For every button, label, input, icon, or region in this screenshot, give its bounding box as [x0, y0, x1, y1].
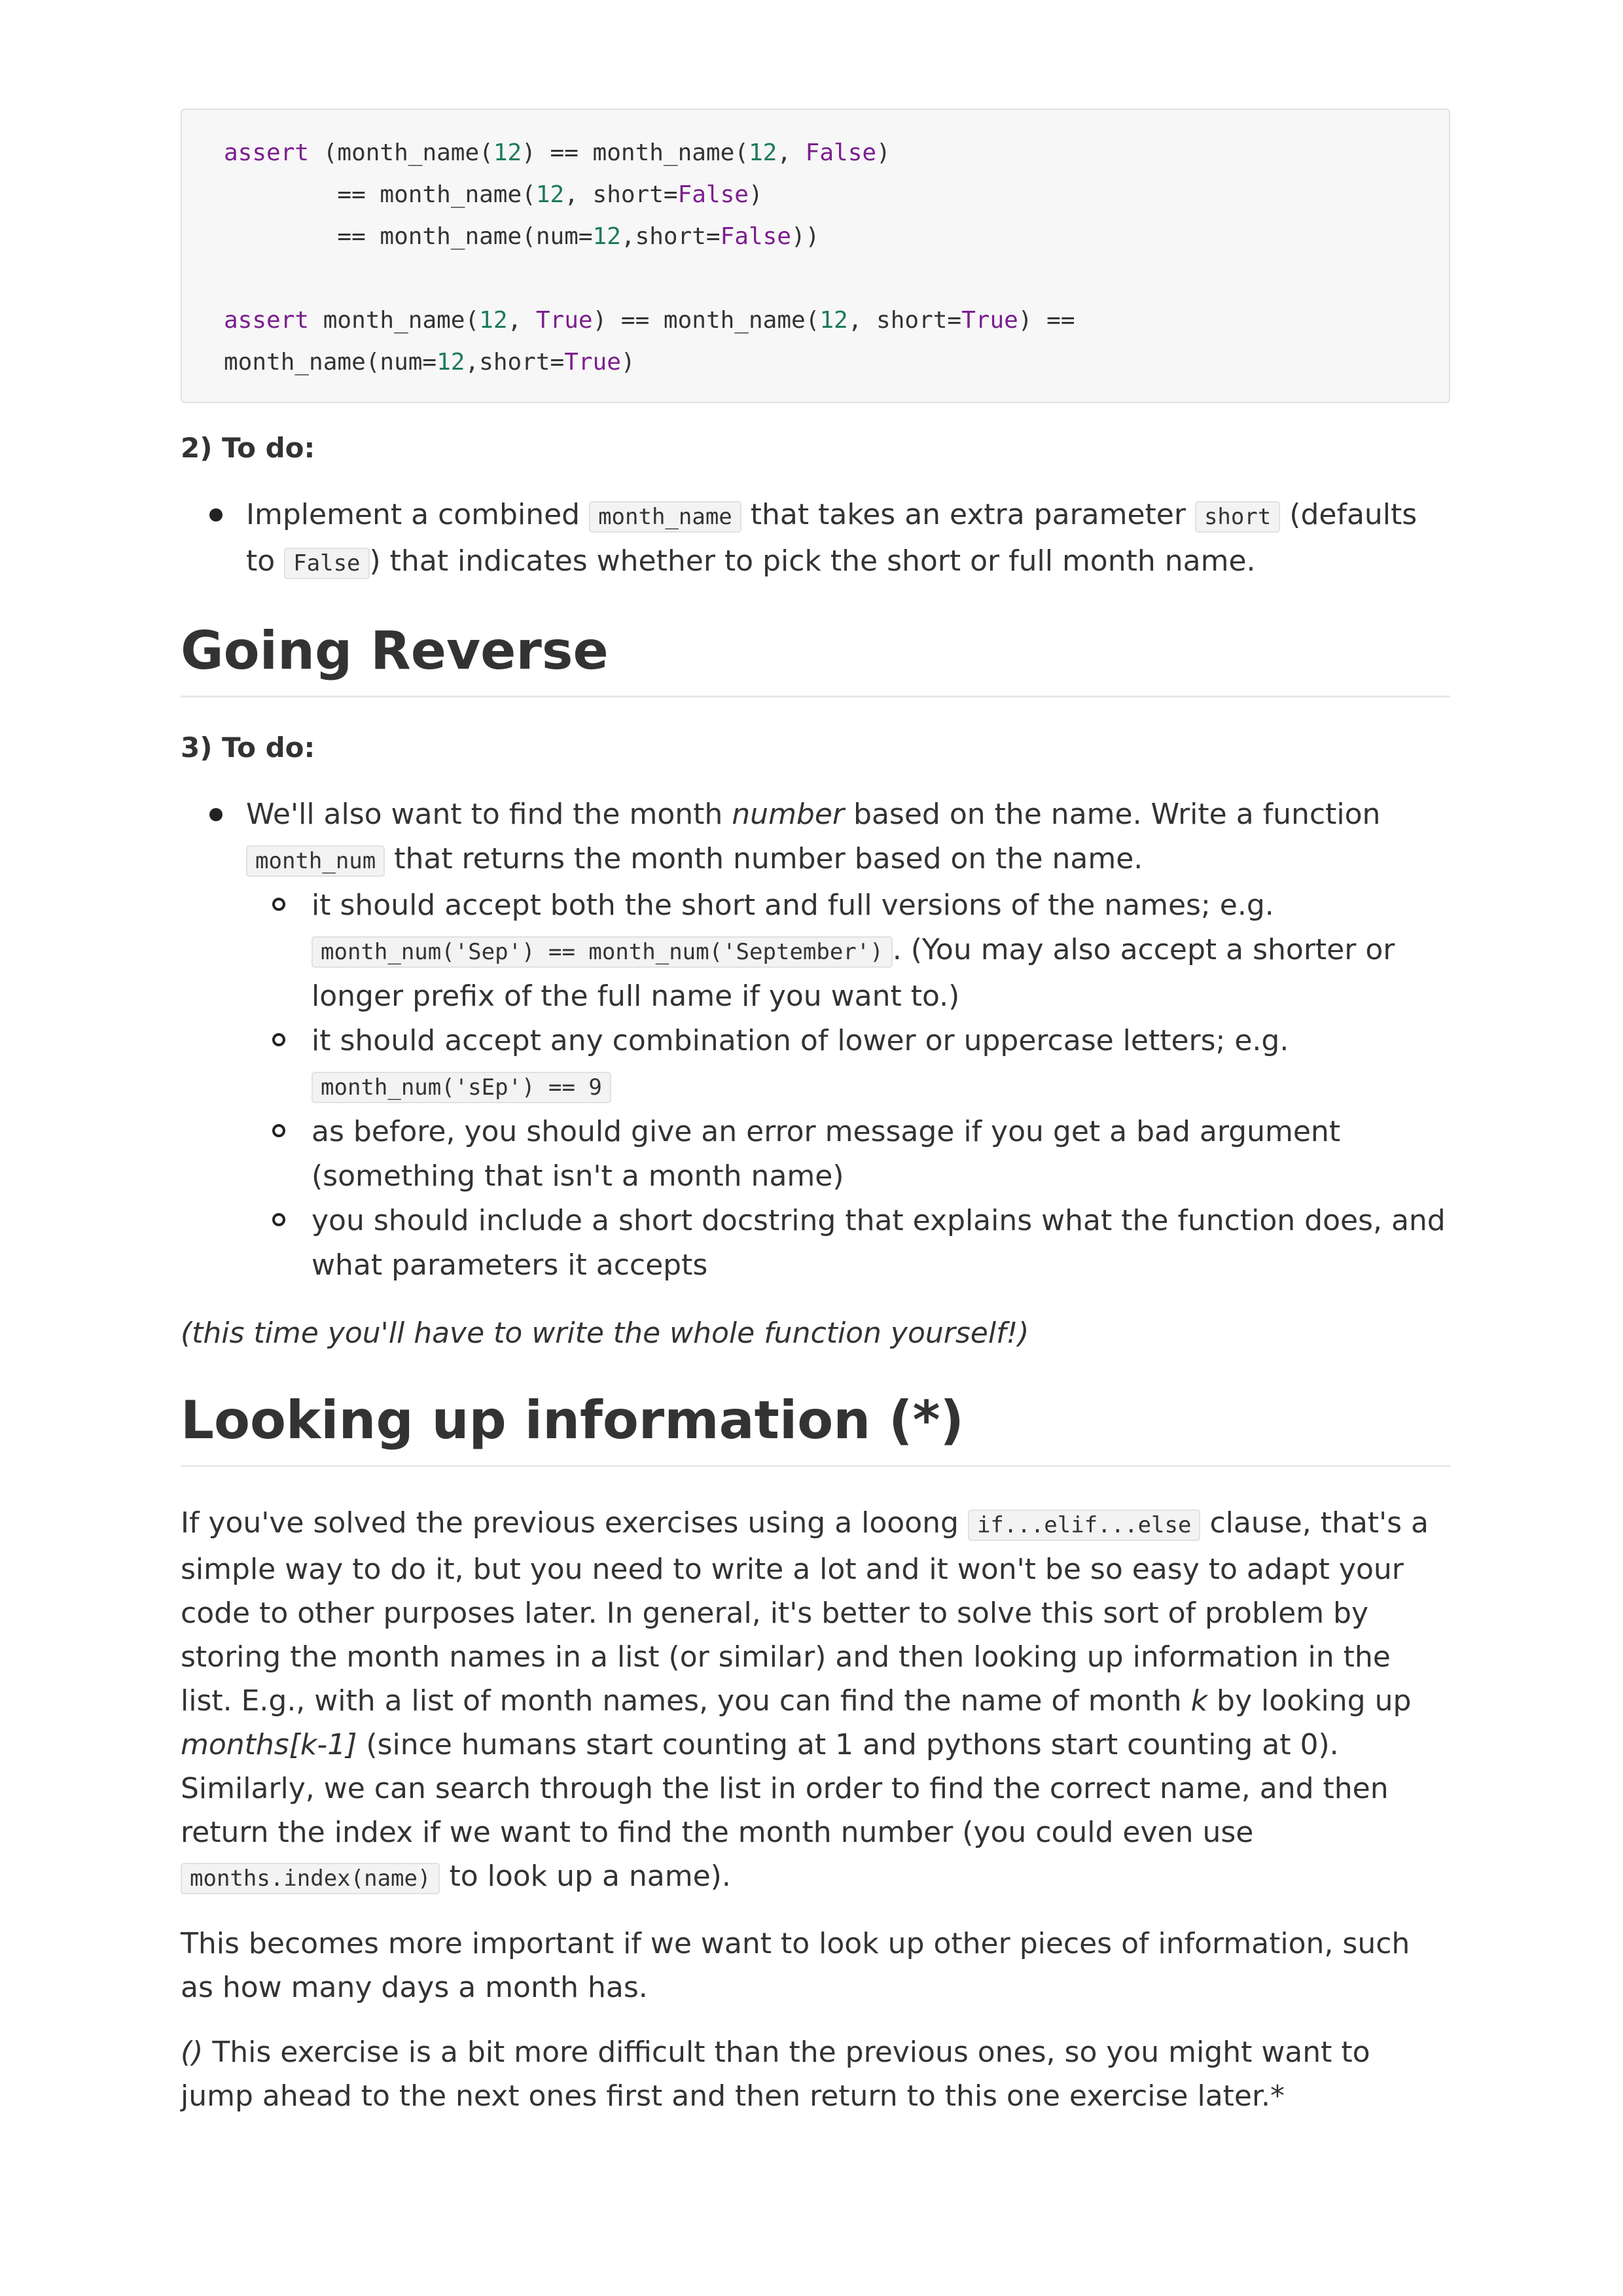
- note-text: (this time you'll have to write the whole function yourself!): [181, 1316, 1029, 1350]
- text: that takes an extra parameter: [741, 498, 1195, 531]
- code-text: ) ==: [1018, 307, 1075, 334]
- paragraph: [181, 1501, 1450, 1901]
- sub-list-item: as before, you should give an error message if you get a bad argument (something that isn't a month name): [181, 1110, 1450, 1199]
- emphasis: (): [181, 2036, 204, 2069]
- code-boolean: False: [720, 223, 791, 250]
- code-text: month_name(: [309, 307, 480, 334]
- code-line: [224, 258, 1407, 300]
- list-item: [181, 792, 1450, 1288]
- emphasis: months[k-1]: [181, 1728, 357, 1761]
- inline-code: False: [284, 548, 369, 579]
- code-number: 12: [493, 139, 522, 166]
- code-text: ) == month_name(: [592, 307, 820, 334]
- todo-2-heading: 2) To do:: [181, 432, 315, 464]
- code-boolean: True: [961, 307, 1018, 334]
- inline-code: months.index(name): [181, 1863, 440, 1894]
- code-text: ,: [777, 139, 806, 166]
- code-line: [224, 300, 1407, 342]
- code-text: (month_name(: [309, 139, 493, 166]
- text: ) that indicates whether to pick the short or full month name.: [369, 544, 1256, 578]
- paragraph: This becomes more important if we want to look up other pieces of information, such as how many days a month has.: [181, 1927, 1410, 2004]
- text: that returns the month number based on the name.: [385, 842, 1143, 875]
- text: based on the name. Write a function: [844, 798, 1381, 831]
- sub-list-item: [181, 1019, 1450, 1110]
- text: clause, that's a simple way to do it, but you need to write a lot and it won't be so easy to adapt your code to other purposes later. In general, it's better to solve this sort of problem by storing the month names in a list (or similar) and then looking up information in the list. E.g., with a list of month names, you can find the name of month: [181, 1506, 1429, 1718]
- code-number: 12: [592, 223, 621, 250]
- code-text: ): [876, 139, 891, 166]
- inline-code: month_num('sEp') == 9: [312, 1072, 611, 1103]
- code-text: )): [791, 223, 820, 250]
- code-keyword: assert: [224, 139, 310, 166]
- paragraph: [181, 2030, 1450, 2118]
- code-text: ,short=: [465, 349, 565, 376]
- code-boolean: False: [805, 139, 877, 166]
- code-line: [224, 174, 1407, 216]
- text: . (You may also accept a shorter or longer prefix of the full name if you want to.): [312, 933, 1395, 1013]
- todo-2-list: [181, 493, 1450, 586]
- sub-list-item: [181, 883, 1450, 1019]
- code-text: ) == month_name(: [522, 139, 749, 166]
- inline-code: month_num: [246, 845, 385, 877]
- inline-code: month_name: [589, 501, 741, 533]
- emphasis: number: [732, 798, 845, 831]
- text: it should accept any combination of lower or uppercase letters; e.g.: [312, 1024, 1289, 1057]
- code-number: 12: [535, 181, 565, 208]
- code-text: ,: [507, 307, 536, 334]
- todo-3-heading: 3) To do:: [181, 732, 315, 764]
- code-keyword: assert: [224, 307, 310, 334]
- text: If you've solved the previous exercises using a looong: [181, 1506, 968, 1540]
- code-text: ,short=: [620, 223, 721, 250]
- code-boolean: False: [677, 181, 749, 208]
- code-text: ): [748, 181, 763, 208]
- text: to look up a name).: [440, 1860, 731, 1893]
- emphasis: k: [1190, 1684, 1208, 1718]
- code-block: [181, 109, 1450, 403]
- inline-code: month_num('Sep') == month_num('September'): [312, 936, 893, 968]
- code-line: [224, 216, 1407, 258]
- text: We'll also want to find the month: [246, 798, 732, 831]
- text: Implement a combined: [246, 498, 590, 531]
- list-item: [181, 493, 1450, 586]
- code-number: 12: [748, 139, 777, 166]
- code-text: == month_name(: [224, 181, 536, 208]
- code-line: [224, 132, 1407, 174]
- code-text: , short=: [847, 307, 962, 334]
- section-title-looking-up: Looking up information (*): [181, 1388, 1450, 1467]
- text: it should accept both the short and full versions of the names; e.g.: [312, 889, 1274, 922]
- document-page: [181, 109, 1450, 2139]
- text: (defaults to: [246, 498, 1418, 578]
- text: (since humans start counting at 1 and pythons start counting at 0). Similarly, we can search through the list in order to find the correct name, and then return the index if we want to find the month number (you could even use: [181, 1728, 1389, 1849]
- code-boolean: True: [564, 349, 621, 376]
- text: This exercise is a bit more difficult than the previous ones, so you might want to jump ahead to the next ones first and then return to this one exercise later.*: [181, 2036, 1370, 2113]
- inline-code: short: [1195, 501, 1280, 533]
- sub-list-item: you should include a short docstring that explains what the function does, and what parameters it accepts: [181, 1199, 1450, 1288]
- code-text: , short=: [564, 181, 678, 208]
- code-number: 12: [819, 307, 848, 334]
- code-text: month_name(num=: [224, 349, 437, 376]
- code-line: [224, 342, 1407, 383]
- inline-code: if...elif...else: [968, 1510, 1201, 1541]
- code-number: 12: [437, 349, 465, 376]
- code-number: 12: [479, 307, 508, 334]
- todo-3-list: [181, 792, 1450, 1288]
- code-text: ): [620, 349, 635, 376]
- text: by looking up: [1207, 1684, 1412, 1718]
- section-title-going-reverse: Going Reverse: [181, 618, 1450, 698]
- code-boolean: True: [535, 307, 593, 334]
- code-text: == month_name(num=: [224, 223, 593, 250]
- sub-list: [246, 883, 1450, 1288]
